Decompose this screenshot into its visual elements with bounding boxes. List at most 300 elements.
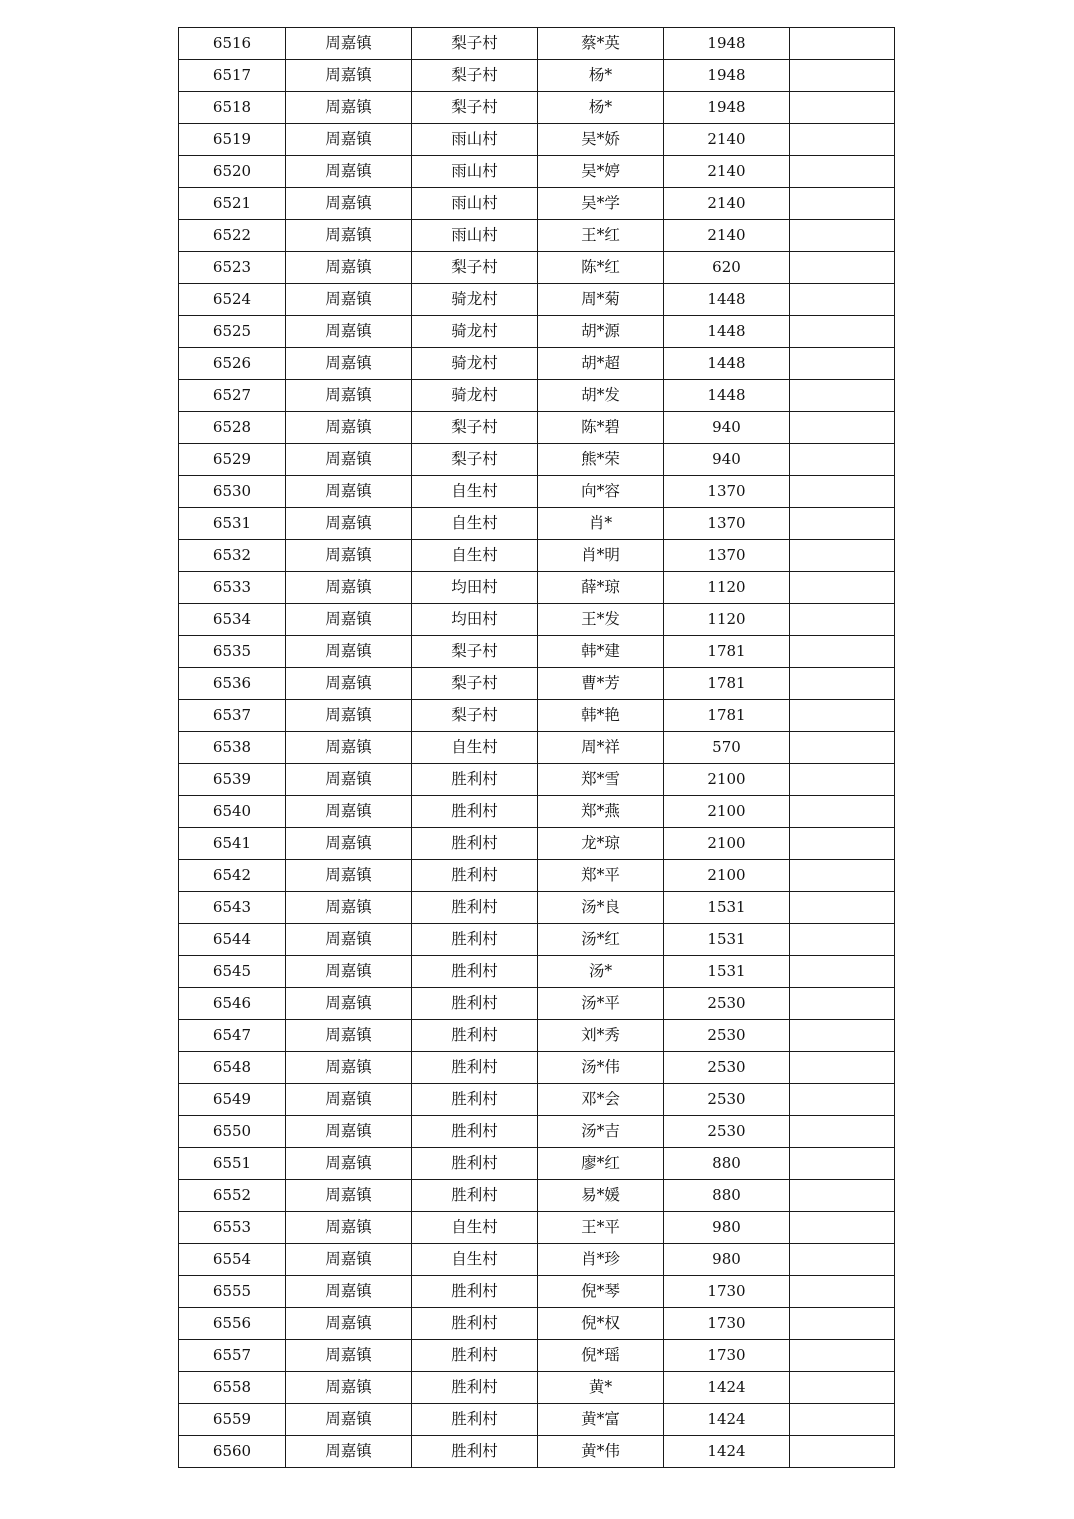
- seq-cell: 6549: [179, 1084, 286, 1116]
- table-row: [179, 124, 895, 156]
- amount-cell: 980: [664, 1244, 790, 1276]
- amount-cell: 1730: [664, 1340, 790, 1372]
- table-row: [179, 1052, 895, 1084]
- amount-cell: 1531: [664, 956, 790, 988]
- amount-cell: 1531: [664, 924, 790, 956]
- town-cell: 周嘉镇: [286, 124, 412, 156]
- table-row: [179, 668, 895, 700]
- person-name-cell: 杨*: [538, 92, 664, 124]
- town-cell: 周嘉镇: [286, 1244, 412, 1276]
- village-cell: 雨山村: [412, 188, 538, 220]
- table-row: [179, 508, 895, 540]
- person-name-cell: 向*容: [538, 476, 664, 508]
- village-cell: 胜利村: [412, 1372, 538, 1404]
- village-cell: 骑龙村: [412, 316, 538, 348]
- note-cell: [790, 828, 895, 860]
- village-cell: 胜利村: [412, 1404, 538, 1436]
- person-name-cell: 汤*伟: [538, 1052, 664, 1084]
- table-row: [179, 156, 895, 188]
- note-cell: [790, 1212, 895, 1244]
- amount-cell: 2530: [664, 988, 790, 1020]
- seq-cell: 6545: [179, 956, 286, 988]
- amount-cell: 1370: [664, 508, 790, 540]
- town-cell: 周嘉镇: [286, 252, 412, 284]
- note-cell: [790, 380, 895, 412]
- table-row: [179, 988, 895, 1020]
- village-cell: 胜利村: [412, 1276, 538, 1308]
- note-cell: [790, 1308, 895, 1340]
- town-cell: 周嘉镇: [286, 860, 412, 892]
- person-name-cell: 倪*权: [538, 1308, 664, 1340]
- amount-cell: 2530: [664, 1084, 790, 1116]
- note-cell: [790, 1436, 895, 1468]
- note-cell: [790, 1084, 895, 1116]
- seq-cell: 6538: [179, 732, 286, 764]
- amount-cell: 2530: [664, 1052, 790, 1084]
- town-cell: 周嘉镇: [286, 1372, 412, 1404]
- amount-cell: 1781: [664, 668, 790, 700]
- person-name-cell: 郑*燕: [538, 796, 664, 828]
- seq-cell: 6556: [179, 1308, 286, 1340]
- note-cell: [790, 476, 895, 508]
- town-cell: 周嘉镇: [286, 156, 412, 188]
- amount-cell: 620: [664, 252, 790, 284]
- village-cell: 胜利村: [412, 1340, 538, 1372]
- amount-cell: 2530: [664, 1116, 790, 1148]
- amount-cell: 1424: [664, 1436, 790, 1468]
- table-row: [179, 1148, 895, 1180]
- seq-cell: 6525: [179, 316, 286, 348]
- note-cell: [790, 124, 895, 156]
- table-row: [179, 220, 895, 252]
- amount-cell: 1730: [664, 1276, 790, 1308]
- person-name-cell: 陈*碧: [538, 412, 664, 444]
- village-cell: 雨山村: [412, 220, 538, 252]
- village-cell: 梨子村: [412, 252, 538, 284]
- person-name-cell: 郑*雪: [538, 764, 664, 796]
- seq-cell: 6540: [179, 796, 286, 828]
- amount-cell: 1424: [664, 1404, 790, 1436]
- table-row: [179, 924, 895, 956]
- note-cell: [790, 892, 895, 924]
- note-cell: [790, 636, 895, 668]
- person-name-cell: 杨*: [538, 60, 664, 92]
- town-cell: 周嘉镇: [286, 892, 412, 924]
- seq-cell: 6544: [179, 924, 286, 956]
- amount-cell: 2100: [664, 828, 790, 860]
- amount-cell: 1120: [664, 604, 790, 636]
- person-name-cell: 熊*荣: [538, 444, 664, 476]
- note-cell: [790, 540, 895, 572]
- town-cell: 周嘉镇: [286, 1404, 412, 1436]
- town-cell: 周嘉镇: [286, 636, 412, 668]
- town-cell: 周嘉镇: [286, 412, 412, 444]
- seq-cell: 6516: [179, 28, 286, 60]
- person-name-cell: 肖*珍: [538, 1244, 664, 1276]
- person-name-cell: 易*媛: [538, 1180, 664, 1212]
- amount-cell: 1948: [664, 28, 790, 60]
- amount-cell: 880: [664, 1148, 790, 1180]
- town-cell: 周嘉镇: [286, 956, 412, 988]
- person-name-cell: 吴*学: [538, 188, 664, 220]
- village-cell: 自生村: [412, 1212, 538, 1244]
- seq-cell: 6523: [179, 252, 286, 284]
- seq-cell: 6542: [179, 860, 286, 892]
- amount-cell: 1448: [664, 348, 790, 380]
- table-row: [179, 1404, 895, 1436]
- village-cell: 均田村: [412, 572, 538, 604]
- note-cell: [790, 956, 895, 988]
- town-cell: 周嘉镇: [286, 444, 412, 476]
- note-cell: [790, 604, 895, 636]
- town-cell: 周嘉镇: [286, 60, 412, 92]
- seq-cell: 6518: [179, 92, 286, 124]
- person-name-cell: 周*菊: [538, 284, 664, 316]
- village-cell: 均田村: [412, 604, 538, 636]
- amount-cell: 1448: [664, 316, 790, 348]
- town-cell: 周嘉镇: [286, 1276, 412, 1308]
- village-cell: 胜利村: [412, 1308, 538, 1340]
- note-cell: [790, 700, 895, 732]
- table-row: [179, 60, 895, 92]
- town-cell: 周嘉镇: [286, 1020, 412, 1052]
- person-name-cell: 廖*红: [538, 1148, 664, 1180]
- table-row: [179, 636, 895, 668]
- person-name-cell: 刘*秀: [538, 1020, 664, 1052]
- table-row: [179, 1084, 895, 1116]
- village-cell: 胜利村: [412, 1052, 538, 1084]
- village-cell: 自生村: [412, 732, 538, 764]
- seq-cell: 6535: [179, 636, 286, 668]
- person-name-cell: 黄*富: [538, 1404, 664, 1436]
- person-name-cell: 胡*发: [538, 380, 664, 412]
- village-cell: 自生村: [412, 508, 538, 540]
- table-row: [179, 828, 895, 860]
- amount-cell: 1370: [664, 476, 790, 508]
- town-cell: 周嘉镇: [286, 1148, 412, 1180]
- person-name-cell: 黄*伟: [538, 1436, 664, 1468]
- seq-cell: 6560: [179, 1436, 286, 1468]
- table-row: [179, 380, 895, 412]
- person-name-cell: 倪*瑶: [538, 1340, 664, 1372]
- seq-cell: 6528: [179, 412, 286, 444]
- table-row: [179, 764, 895, 796]
- person-name-cell: 汤*良: [538, 892, 664, 924]
- amount-cell: 880: [664, 1180, 790, 1212]
- table-row: [179, 796, 895, 828]
- person-name-cell: 王*平: [538, 1212, 664, 1244]
- town-cell: 周嘉镇: [286, 284, 412, 316]
- table-row: [179, 732, 895, 764]
- amount-cell: 2140: [664, 220, 790, 252]
- amount-cell: 1948: [664, 92, 790, 124]
- town-cell: 周嘉镇: [286, 220, 412, 252]
- village-cell: 雨山村: [412, 124, 538, 156]
- note-cell: [790, 348, 895, 380]
- seq-cell: 6553: [179, 1212, 286, 1244]
- person-name-cell: 韩*建: [538, 636, 664, 668]
- table-row: [179, 1372, 895, 1404]
- village-cell: 梨子村: [412, 444, 538, 476]
- table-row: [179, 1212, 895, 1244]
- person-name-cell: 周*祥: [538, 732, 664, 764]
- table-row: [179, 892, 895, 924]
- table-row: [179, 1116, 895, 1148]
- table-row: [179, 284, 895, 316]
- seq-cell: 6555: [179, 1276, 286, 1308]
- person-name-cell: 蔡*英: [538, 28, 664, 60]
- amount-cell: 1781: [664, 700, 790, 732]
- table-row: [179, 1276, 895, 1308]
- seq-cell: 6532: [179, 540, 286, 572]
- amount-cell: 2530: [664, 1020, 790, 1052]
- town-cell: 周嘉镇: [286, 540, 412, 572]
- town-cell: 周嘉镇: [286, 796, 412, 828]
- person-name-cell: 黄*: [538, 1372, 664, 1404]
- person-name-cell: 薛*琼: [538, 572, 664, 604]
- note-cell: [790, 1052, 895, 1084]
- amount-cell: 1424: [664, 1372, 790, 1404]
- seq-cell: 6554: [179, 1244, 286, 1276]
- seq-cell: 6529: [179, 444, 286, 476]
- village-cell: 梨子村: [412, 412, 538, 444]
- village-cell: 胜利村: [412, 1180, 538, 1212]
- town-cell: 周嘉镇: [286, 1052, 412, 1084]
- note-cell: [790, 668, 895, 700]
- seq-cell: 6522: [179, 220, 286, 252]
- town-cell: 周嘉镇: [286, 348, 412, 380]
- amount-cell: 980: [664, 1212, 790, 1244]
- note-cell: [790, 924, 895, 956]
- note-cell: [790, 508, 895, 540]
- village-cell: 胜利村: [412, 828, 538, 860]
- seq-cell: 6541: [179, 828, 286, 860]
- amount-cell: 1730: [664, 1308, 790, 1340]
- town-cell: 周嘉镇: [286, 188, 412, 220]
- amount-cell: 2140: [664, 188, 790, 220]
- village-cell: 骑龙村: [412, 348, 538, 380]
- seq-cell: 6526: [179, 348, 286, 380]
- note-cell: [790, 572, 895, 604]
- seq-cell: 6557: [179, 1340, 286, 1372]
- amount-cell: 940: [664, 444, 790, 476]
- village-cell: 骑龙村: [412, 380, 538, 412]
- seq-cell: 6534: [179, 604, 286, 636]
- person-name-cell: 陈*红: [538, 252, 664, 284]
- person-name-cell: 汤*红: [538, 924, 664, 956]
- person-name-cell: 胡*超: [538, 348, 664, 380]
- note-cell: [790, 284, 895, 316]
- town-cell: 周嘉镇: [286, 1308, 412, 1340]
- roster-table: [178, 27, 895, 1468]
- person-name-cell: 汤*平: [538, 988, 664, 1020]
- village-cell: 自生村: [412, 476, 538, 508]
- note-cell: [790, 988, 895, 1020]
- town-cell: 周嘉镇: [286, 1212, 412, 1244]
- table-row: [179, 188, 895, 220]
- seq-cell: 6533: [179, 572, 286, 604]
- note-cell: [790, 1372, 895, 1404]
- seq-cell: 6552: [179, 1180, 286, 1212]
- town-cell: 周嘉镇: [286, 92, 412, 124]
- note-cell: [790, 1180, 895, 1212]
- seq-cell: 6546: [179, 988, 286, 1020]
- village-cell: 胜利村: [412, 1148, 538, 1180]
- town-cell: 周嘉镇: [286, 508, 412, 540]
- village-cell: 胜利村: [412, 1084, 538, 1116]
- seq-cell: 6527: [179, 380, 286, 412]
- person-name-cell: 汤*吉: [538, 1116, 664, 1148]
- village-cell: 雨山村: [412, 156, 538, 188]
- note-cell: [790, 1276, 895, 1308]
- note-cell: [790, 1404, 895, 1436]
- table-row: [179, 604, 895, 636]
- seq-cell: 6519: [179, 124, 286, 156]
- town-cell: 周嘉镇: [286, 1180, 412, 1212]
- table-row: [179, 1436, 895, 1468]
- town-cell: 周嘉镇: [286, 924, 412, 956]
- seq-cell: 6521: [179, 188, 286, 220]
- town-cell: 周嘉镇: [286, 316, 412, 348]
- town-cell: 周嘉镇: [286, 764, 412, 796]
- seq-cell: 6524: [179, 284, 286, 316]
- document-page: [178, 27, 894, 1468]
- seq-cell: 6531: [179, 508, 286, 540]
- note-cell: [790, 860, 895, 892]
- town-cell: 周嘉镇: [286, 28, 412, 60]
- person-name-cell: 王*红: [538, 220, 664, 252]
- note-cell: [790, 316, 895, 348]
- table-row: [179, 316, 895, 348]
- seq-cell: 6517: [179, 60, 286, 92]
- seq-cell: 6520: [179, 156, 286, 188]
- village-cell: 自生村: [412, 540, 538, 572]
- note-cell: [790, 1020, 895, 1052]
- note-cell: [790, 252, 895, 284]
- village-cell: 梨子村: [412, 668, 538, 700]
- person-name-cell: 吴*婷: [538, 156, 664, 188]
- town-cell: 周嘉镇: [286, 732, 412, 764]
- amount-cell: 1531: [664, 892, 790, 924]
- person-name-cell: 曹*芳: [538, 668, 664, 700]
- person-name-cell: 肖*明: [538, 540, 664, 572]
- person-name-cell: 韩*艳: [538, 700, 664, 732]
- seq-cell: 6537: [179, 700, 286, 732]
- amount-cell: 940: [664, 412, 790, 444]
- note-cell: [790, 412, 895, 444]
- table-row: [179, 700, 895, 732]
- note-cell: [790, 60, 895, 92]
- village-cell: 梨子村: [412, 28, 538, 60]
- amount-cell: 2100: [664, 796, 790, 828]
- amount-cell: 2100: [664, 764, 790, 796]
- person-name-cell: 吴*娇: [538, 124, 664, 156]
- village-cell: 胜利村: [412, 988, 538, 1020]
- seq-cell: 6559: [179, 1404, 286, 1436]
- person-name-cell: 胡*源: [538, 316, 664, 348]
- table-row: [179, 348, 895, 380]
- note-cell: [790, 1340, 895, 1372]
- village-cell: 梨子村: [412, 636, 538, 668]
- town-cell: 周嘉镇: [286, 828, 412, 860]
- note-cell: [790, 188, 895, 220]
- seq-cell: 6558: [179, 1372, 286, 1404]
- town-cell: 周嘉镇: [286, 572, 412, 604]
- note-cell: [790, 444, 895, 476]
- village-cell: 胜利村: [412, 956, 538, 988]
- town-cell: 周嘉镇: [286, 700, 412, 732]
- note-cell: [790, 220, 895, 252]
- seq-cell: 6536: [179, 668, 286, 700]
- amount-cell: 1781: [664, 636, 790, 668]
- town-cell: 周嘉镇: [286, 668, 412, 700]
- table-row: [179, 1308, 895, 1340]
- note-cell: [790, 1116, 895, 1148]
- note-cell: [790, 732, 895, 764]
- town-cell: 周嘉镇: [286, 988, 412, 1020]
- amount-cell: 1448: [664, 284, 790, 316]
- amount-cell: 2100: [664, 860, 790, 892]
- amount-cell: 2140: [664, 124, 790, 156]
- seq-cell: 6548: [179, 1052, 286, 1084]
- village-cell: 胜利村: [412, 1116, 538, 1148]
- amount-cell: 1448: [664, 380, 790, 412]
- note-cell: [790, 156, 895, 188]
- village-cell: 骑龙村: [412, 284, 538, 316]
- person-name-cell: 汤*: [538, 956, 664, 988]
- town-cell: 周嘉镇: [286, 1116, 412, 1148]
- village-cell: 胜利村: [412, 892, 538, 924]
- town-cell: 周嘉镇: [286, 1340, 412, 1372]
- village-cell: 自生村: [412, 1244, 538, 1276]
- town-cell: 周嘉镇: [286, 1436, 412, 1468]
- village-cell: 梨子村: [412, 700, 538, 732]
- table-row: [179, 444, 895, 476]
- seq-cell: 6530: [179, 476, 286, 508]
- amount-cell: 570: [664, 732, 790, 764]
- table-row: [179, 956, 895, 988]
- village-cell: 胜利村: [412, 860, 538, 892]
- village-cell: 胜利村: [412, 924, 538, 956]
- table-row: [179, 92, 895, 124]
- table-row: [179, 860, 895, 892]
- village-cell: 梨子村: [412, 60, 538, 92]
- seq-cell: 6551: [179, 1148, 286, 1180]
- amount-cell: 1948: [664, 60, 790, 92]
- person-name-cell: 王*发: [538, 604, 664, 636]
- seq-cell: 6543: [179, 892, 286, 924]
- person-name-cell: 倪*琴: [538, 1276, 664, 1308]
- table-row: [179, 1244, 895, 1276]
- note-cell: [790, 28, 895, 60]
- note-cell: [790, 1244, 895, 1276]
- table-row: [179, 476, 895, 508]
- table-row: [179, 252, 895, 284]
- note-cell: [790, 764, 895, 796]
- town-cell: 周嘉镇: [286, 1084, 412, 1116]
- person-name-cell: 邓*会: [538, 1084, 664, 1116]
- seq-cell: 6539: [179, 764, 286, 796]
- amount-cell: 2140: [664, 156, 790, 188]
- person-name-cell: 郑*平: [538, 860, 664, 892]
- table-row: [179, 28, 895, 60]
- table-row: [179, 572, 895, 604]
- note-cell: [790, 1148, 895, 1180]
- village-cell: 梨子村: [412, 92, 538, 124]
- table-row: [179, 1180, 895, 1212]
- seq-cell: 6550: [179, 1116, 286, 1148]
- note-cell: [790, 796, 895, 828]
